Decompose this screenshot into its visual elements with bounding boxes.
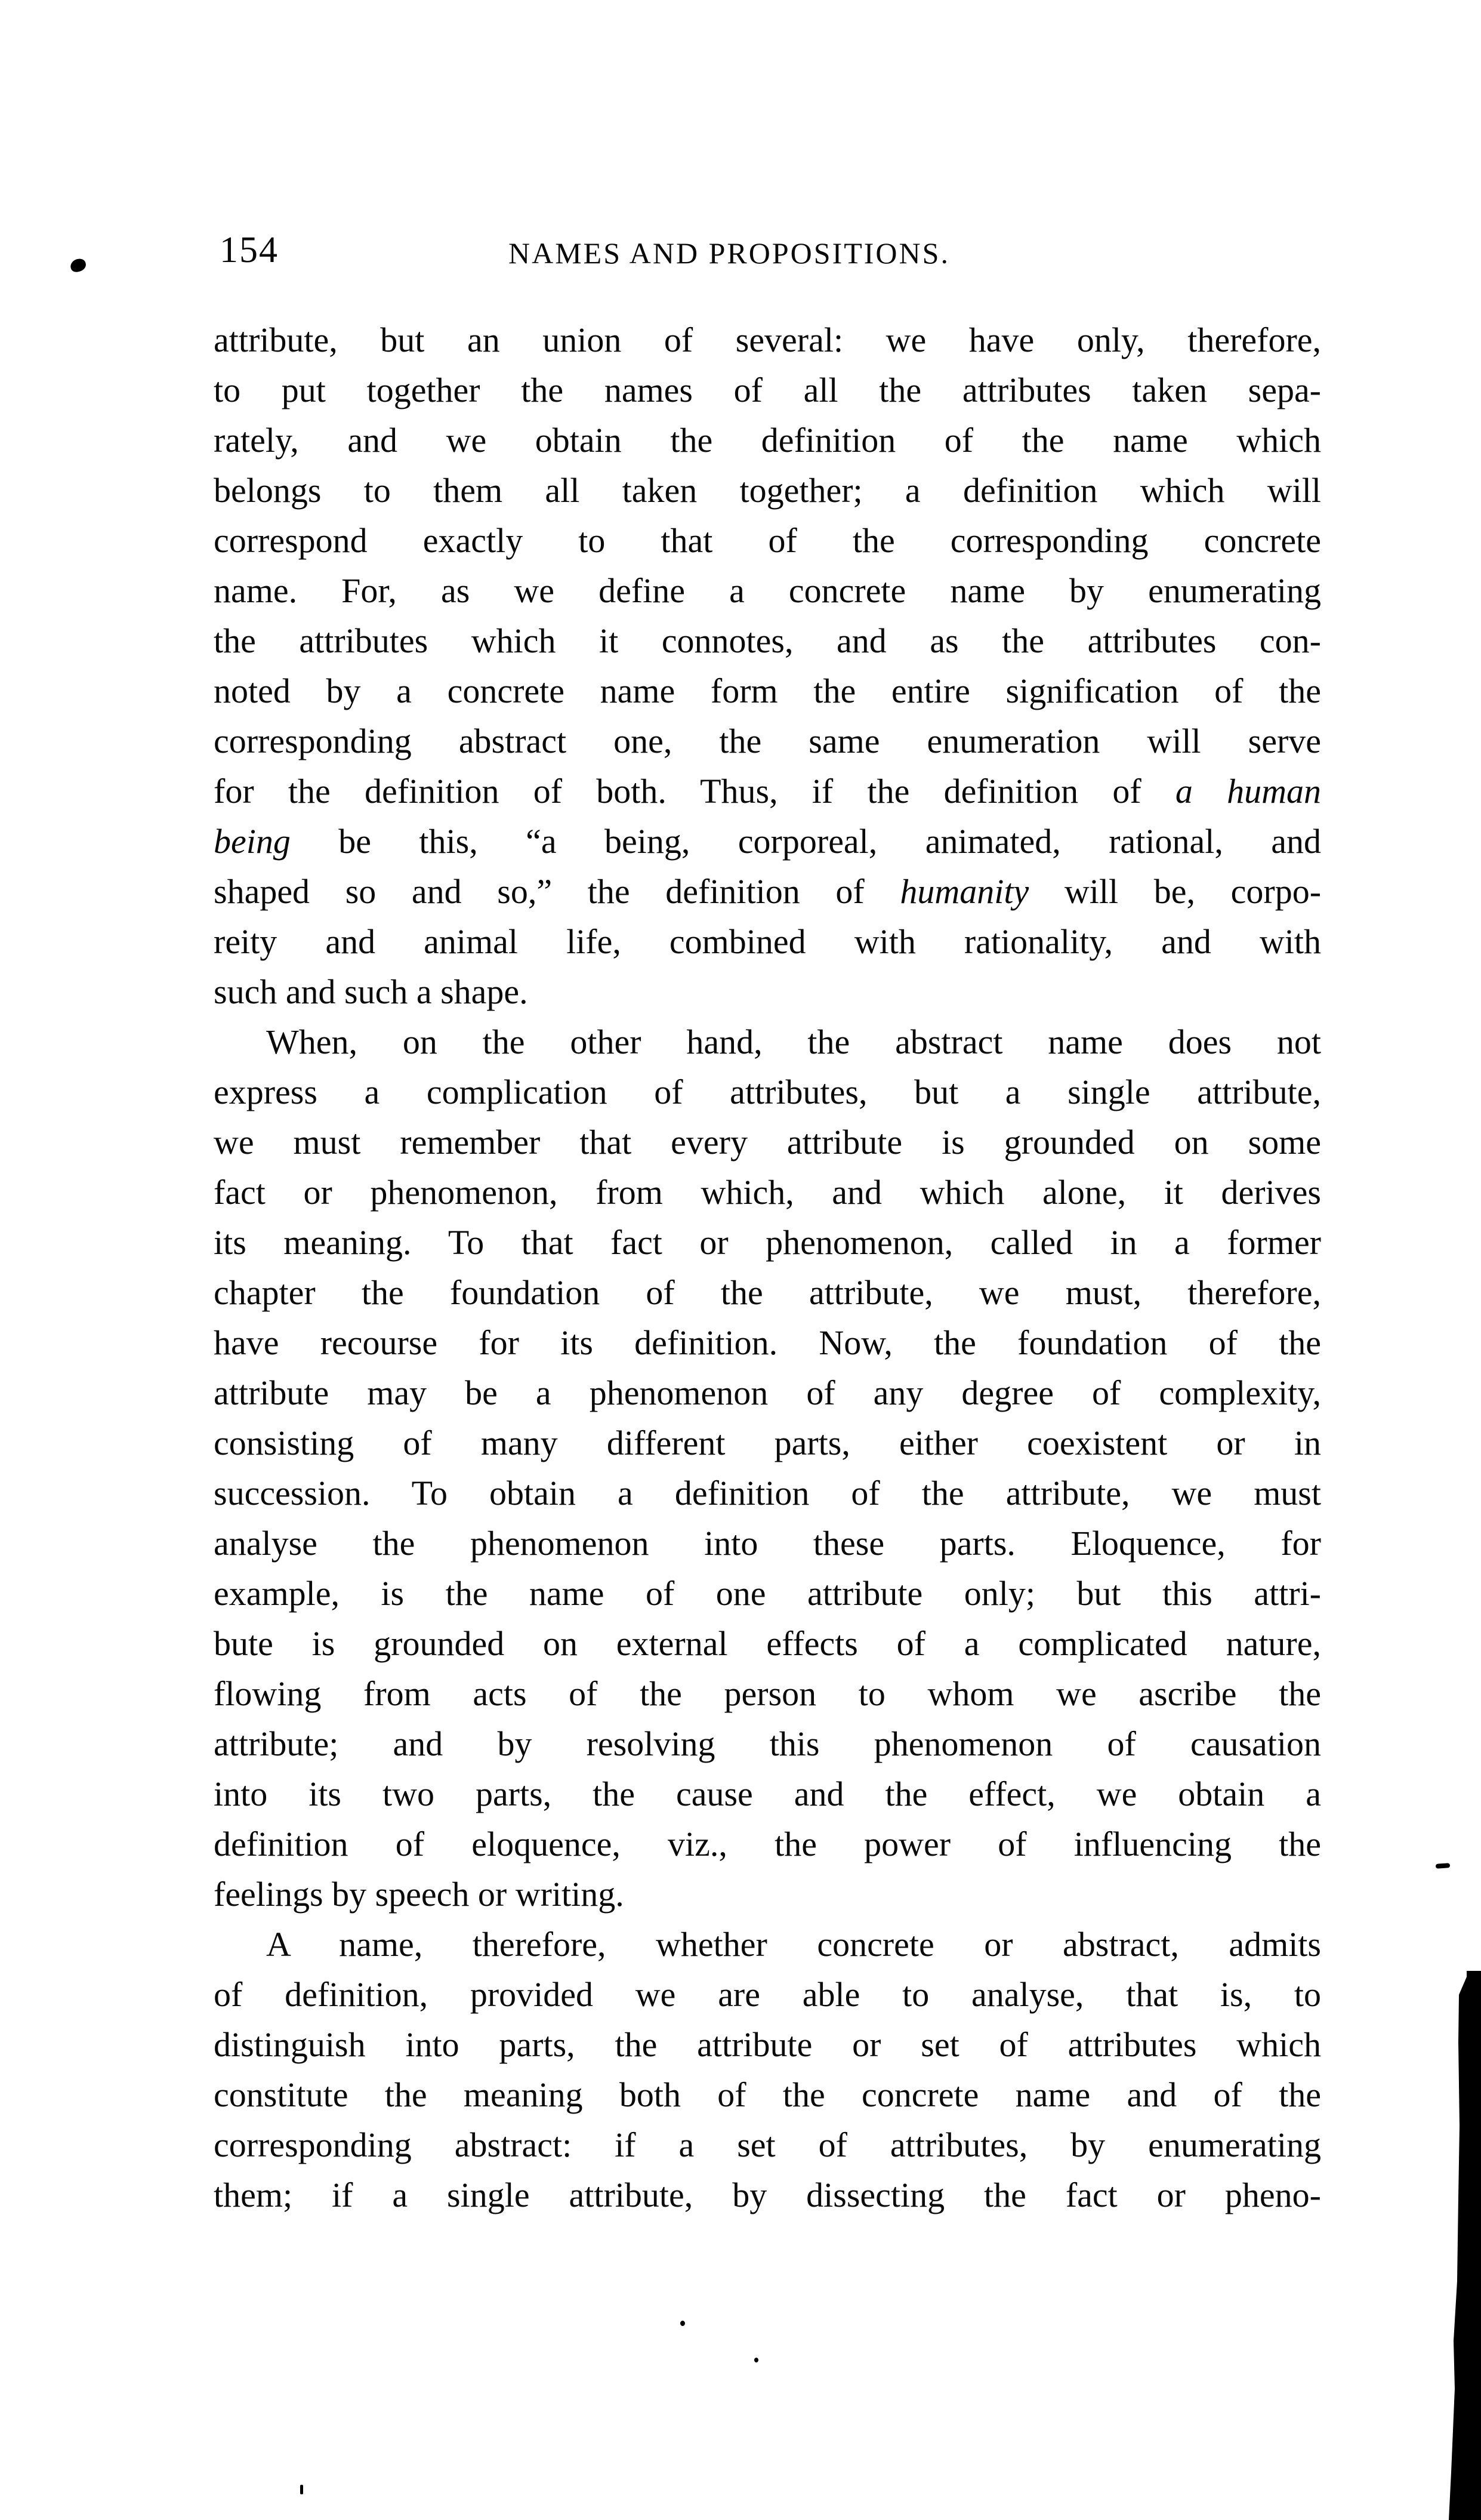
text-line: When, on the other hand, the abstract name does not bbox=[266, 1022, 1321, 1061]
running-header: NAMES AND PROPOSITIONS. bbox=[508, 236, 950, 270]
text-line: feelings by speech or writing. bbox=[214, 1875, 624, 1914]
text-line: example, is the name of one attribute only; but this attri- bbox=[214, 1574, 1321, 1613]
text-line: succession. To obtain a definition of the attribute, we must bbox=[214, 1474, 1321, 1512]
text-line: the attributes which it connotes, and as the attributes con- bbox=[214, 621, 1321, 660]
text-line: attribute; and by resolving this phenomenon of causation bbox=[214, 1724, 1321, 1763]
text-line: corresponding abstract one, the same enumeration will serve bbox=[214, 722, 1321, 760]
text-line: definition of eloquence, viz., the power of influencing the bbox=[214, 1825, 1321, 1863]
text-line: bute is grounded on external effects of a complicated nature, bbox=[214, 1624, 1321, 1663]
ink-speck-comma bbox=[69, 257, 87, 273]
ink-speck-dot bbox=[680, 2321, 685, 2326]
text-line: consisting of many different parts, either coexistent or in bbox=[214, 1424, 1321, 1462]
scan-edge-artifact bbox=[1446, 1971, 1481, 2520]
text-line: fact or phenomenon, from which, and which alone, it derives bbox=[214, 1173, 1321, 1212]
text-line: chapter the foundation of the attribute, we must, therefore, bbox=[214, 1273, 1321, 1312]
text-line: attribute may be a phenomenon of any degree of complexity, bbox=[214, 1373, 1321, 1412]
text-line: rately, and we obtain the definition of the name which bbox=[214, 421, 1321, 460]
text-line: shaped so and so,” the definition of humanity will be, corpo- bbox=[214, 872, 1321, 911]
text-line: noted by a concrete name form the entire signification of the bbox=[214, 671, 1321, 710]
text-line: A name, therefore, whether concrete or abstract, admits bbox=[266, 1925, 1321, 1964]
text-line: its meaning. To that fact or phenomenon, called in a former bbox=[214, 1223, 1321, 1262]
text-line: name. For, as we define a concrete name by enumerating bbox=[214, 571, 1321, 610]
ink-speck-dash bbox=[1436, 1863, 1450, 1869]
text-line: we must remember that every attribute is grounded on some bbox=[214, 1123, 1321, 1162]
text-line: of definition, provided we are able to analyse, that is, to bbox=[214, 1975, 1321, 2014]
text-line: into its two parts, the cause and the effect, we obtain a bbox=[214, 1775, 1321, 1813]
text-line: correspond exactly to that of the corresponding concrete bbox=[214, 521, 1321, 560]
text-line: reity and animal life, combined with rationality, and with bbox=[214, 922, 1321, 961]
text-line: attribute, but an union of several: we have only, therefore, bbox=[214, 321, 1321, 359]
text-line: such and such a shape. bbox=[214, 972, 528, 1011]
text-line: analyse the phenomenon into these parts. Eloquence, for bbox=[214, 1524, 1321, 1563]
body-text bbox=[214, 315, 1321, 2220]
text-line: being be this, “a being, corporeal, animated, rational, and bbox=[214, 822, 1321, 861]
text-line: them; if a single attribute, by dissecting the fact or pheno- bbox=[214, 2176, 1321, 2214]
text-line: flowing from acts of the person to whom we ascribe the bbox=[214, 1674, 1321, 1713]
text-line: distinguish into parts, the attribute or set of attributes which bbox=[214, 2025, 1321, 2064]
text-line: belongs to them all taken together; a definition which will bbox=[214, 471, 1321, 510]
text-line: constitute the meaning both of the concrete name and of the bbox=[214, 2075, 1321, 2114]
ink-speck-dot bbox=[754, 2358, 758, 2362]
ink-speck-tick bbox=[300, 2485, 303, 2494]
text-line: for the definition of both. Thus, if the definition of a human bbox=[214, 772, 1321, 811]
text-line: express a complication of attributes, but a single attribute, bbox=[214, 1073, 1321, 1111]
text-line: have recourse for its definition. Now, the foundation of the bbox=[214, 1323, 1321, 1362]
text-line: corresponding abstract: if a set of attributes, by enumerating bbox=[214, 2125, 1321, 2164]
page-number: 154 bbox=[220, 230, 279, 270]
text-line: to put together the names of all the attributes taken sepa- bbox=[214, 371, 1321, 409]
